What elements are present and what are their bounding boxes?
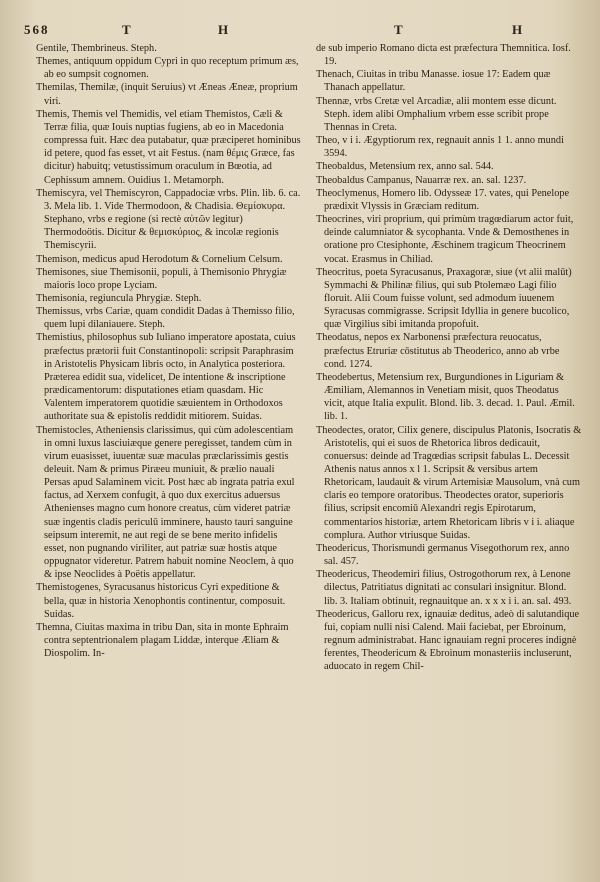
dictionary-entry: de sub imperio Romano dicta est præfectura Themnitica. Iosf. 19. xyxy=(316,43,571,68)
dictionary-entry: Gentile, Thembrineus. Steph. xyxy=(36,43,157,54)
right-column xyxy=(316,42,582,872)
dictionary-entry: Themna, Ciuitas maxima in tribu Dan, sita in monte Ephraim contra septentrionalem plagam Liddæ, interque Æliam & Diospolim. In- xyxy=(36,621,289,660)
dictionary-entry: Themistogenes, Syracusanus historicus Cyri expeditione & bella, quæ in historia Xenophontis continentur, composuit. Suidas. xyxy=(36,582,286,620)
dictionary-entry: Theodebertus, Metensium rex, Burgundiones in Liguriam & Æmiliam, Alemannos in Venetiam misit, quos Theodatus vicit, atque Italia expulit. Blond. lib. 3. decad. 1. Paul. Æmil. lib. 1. xyxy=(316,371,575,423)
running-head-left-letter-2: H xyxy=(218,22,231,37)
dictionary-entry: Themison, medicus apud Herodotum & Cornelium Celsum. xyxy=(36,253,283,265)
dictionary-entry: Theo, v i i. Ægyptiorum rex, regnauit annis 1 1. anno mundi 3594. xyxy=(316,135,564,160)
left-column xyxy=(36,42,302,872)
page-number: 568 xyxy=(24,22,50,37)
dictionary-entry: Thenach, Ciuitas in tribu Manasse. iosue 17: Eadem quæ Thanach appellatur. xyxy=(316,69,551,94)
dictionary-entry: Themisones, siue Themisonii, populi, à Themisonio Phrygiæ maioris loco prope Lyciam. xyxy=(36,266,287,291)
dictionary-entry: Theoclymenus, Homero lib. Odysseæ 17. vates, qui Penelope prædixit Vlyssis in Græciam reditum. xyxy=(316,187,570,212)
dictionary-entry: Themes, antiquum oppidum Cypri in quo receptum primum æs, ab eo sumpsit cognomen. xyxy=(36,56,299,81)
dictionary-entry: Themistocles, Atheniensis clarissimus, qui cùm adolescentiam in omni luxus lasciuiæque genere peregisset, tandem cùm in virum euasisset, iuuentæ suæ maculas præclarissimis gestis deleuit. Nam & primus Piræeu muniuit, & prælio nauali Persas apud Salaminem vicit. Post hæc ab ingrata patria exul factus, ad Xerxem confugit, à quo dux exercitus aduersus Athenienses magno cum honore creatus, cùm videret patriæ suæ ingentis cladis periculū imminere, haustо tauri sanguine seipsum interemit, ne aut regi de se bene merito infidelis esset, non pugnando viriliter, aut patriæ suæ hostis atque oppugnator videretur. Patrem habuit nomine Neoclem, à quo & ipse Neoclides à Poëtis appellatur. xyxy=(36,424,295,581)
page-header xyxy=(0,22,600,42)
dictionary-entry: Thennæ, vrbs Cretæ vel Arcadiæ, alii montem esse dicunt. Steph. idem alibi Omphalium vrbem esse scribit prope Thennas in Creta. xyxy=(316,95,557,133)
dictionary-entry: Theodectes, orator, Cilix genere, discipulus Platonis, Isocratis & Aristotelis, qui ei suos de Rhetorica libros dedicauit, conuersus: deinde ad Tragœdias scripsit fabulas L. Decessit Athenis natus annos x l 1. Scripsit & versibus artem Rhetoricam, laudauit & virum Artemisiæ Mausolum, vnà cum claris eo tempore oratoribus. Theodectes orator, superioris filius, scripsit encomiū Alexandri regis Epirotarum, commentarios historiæ, artem Rhetoricam libris v i i. aliaque complura. Author vtriusque Suidas. xyxy=(316,424,582,541)
dictionary-entry: Theodatus, nepos ex Narbonensi præfectura reuocatus, præfectus Etruriæ cōstitutus ab Theoderico, anno ab vrbe cond. 1274. xyxy=(316,332,560,370)
dictionary-entry: Themistius, philosophus sub Iuliano imperatore apostata, cuius præfectus prætorii fuit Constantinopoli: scripsit Paraphrasim in Aristotelis Physicam libris octo, in Analytica posteriora. Præterea edidit sua, videlicet, De intentione & inscriptione prædicamentorum: disputationes etiam quasdam. Hic Valentem imperatorem quotidie sæuientem in Orthodoxos authoritate sua & epistolis reddidit mitiorem. Suidas. xyxy=(36,332,296,423)
dictionary-entry: Theocritus, poeta Syracusanus, Praxagoræ, siue (vt alii malūt) Symmachi & Philinæ filius, qui sub Ptolemæo Lagi filio floruit. Alii Coum fuisse volunt, sed admodum iuuenem Syracusas commigrasse. Scripsit Idyllia in genere bucolico, quæ Virgilius sibi imitanda propofuit. xyxy=(316,266,572,331)
dictionary-entry: Theodericus, Galloru rex, ignauiæ deditus, adeò di salutandique fui, copiam nulli nisi Calend. Maii faciebat, per Ebroinum, regnum administrabat. Hanc ignauiam regni proceres indignè ferentes, Theodericum & Ebroinum monasteriis incluserunt, aduocato in regem Chil- xyxy=(316,608,580,673)
dictionary-entry: Theodericus, Thorismundi germanus Visegothorum rex, anno sal. 457. xyxy=(316,542,570,568)
running-head-right-letter-1: T xyxy=(394,22,405,37)
dictionary-entry: Themis, Themis vel Themidis, vel etiam Themistos, Cæli & Terræ filia, quæ Iouis nuptias fugiens, ab eo in Macedonia compressa fuit. Hæc dea putabatur, quæ præciperet hominibus id petere, quod fas esset, vt ait Festus. (nam θέμις Græce, fas dicitur) habuitq; vetustissimum oraculum in Bœotia, ad Cephissum amnem. Ouidius 1. Metamorph. xyxy=(36,108,301,186)
dictionary-entry: Theodericus, Theodemiri filius, Ostrogothorum rex, à Lenone dilectus, Patritiatus dignitati ac consulari insignitur. Blond. lib. 3. Italiam obtinuit, regnauitque an. x x x i i. an. sal. 493. xyxy=(316,569,572,607)
dictionary-entry: Themisonia, regiuncula Phrygiæ. Steph. xyxy=(36,292,202,304)
dictionary-entry: Themilas, Themilæ, (inquit Seruius) vt Æneas Æneæ, proprium viri. xyxy=(36,82,298,107)
dictionary-entry: Theobaldus, Metensium rex, anno sal. 544. xyxy=(316,161,494,173)
running-head-right-letter-2: H xyxy=(512,22,525,37)
dictionary-entry: Themissus, vrbs Cariæ, quam condidit Dadas à Themisso filio, quem lupi dilaniauere. Steph. xyxy=(36,306,295,331)
running-head-left-letter-1: T xyxy=(122,22,133,37)
dictionary-entry: Theocrines, viri proprium, qui primùm tragœdiarum actor fuit, deinde calumniator & sycophanta. Vnde & Demosthenes in oratione pro Ctesiphonte, Æschinem tragicum Theocrinem vocat. Erasmus in Chiliad. xyxy=(316,214,574,265)
dictionary-entry: Theobaldus Campanus, Nauarræ rex. an. sal. 1237. xyxy=(316,174,527,186)
dictionary-entry: Themiscyra, vel Themiscyron, Cappadociæ vrbs. Plin. lib. 6. ca. 3. Mela lib. 1. Vide Thermodoon, & Chadisia. Θεμίσκυρα. Stephano, vrbs e regione (si rectè αὐτῶν legitur) Thermodoötis. Dicitur & θεμισκύριος, & incolæ regionis Themiscyrii. xyxy=(36,187,301,252)
